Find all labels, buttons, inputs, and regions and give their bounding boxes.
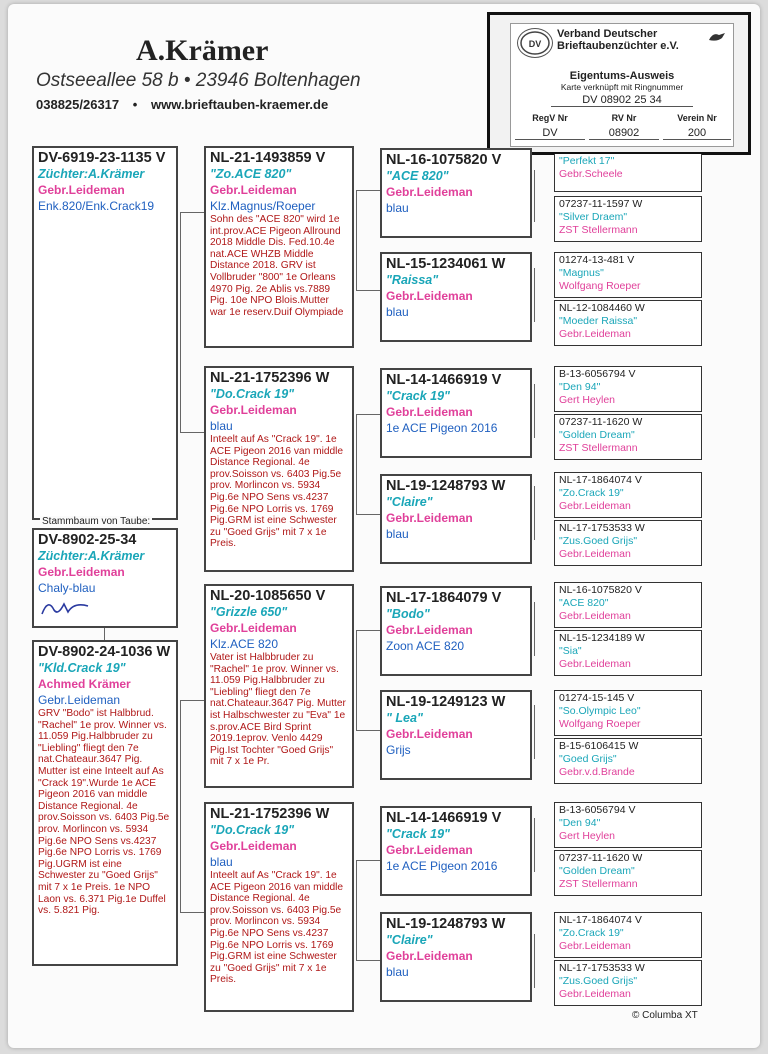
gen4-card (554, 802, 702, 848)
gen4-card (554, 960, 702, 1006)
vdbz-logo-icon (517, 28, 553, 58)
gen4-card (554, 196, 702, 242)
pigeon-name: "Zo.Crack 19" (559, 927, 624, 939)
card-org (557, 28, 679, 52)
pigeon-name: "Goed Grijs" (559, 753, 617, 765)
gen4-card (554, 738, 702, 784)
owner-label: Gebr.Leideman (559, 328, 631, 340)
owner-label: Gebr.Leideman (386, 405, 473, 419)
owner-label: Gert Heylen (559, 830, 616, 842)
gen4-card (554, 414, 702, 460)
ring-number: 07237-11-1597 W (559, 198, 643, 210)
color-label: blau (210, 855, 233, 869)
connector-line (356, 190, 357, 290)
ring-number: NL-19-1248793 W (386, 916, 506, 932)
color-label: Chaly-blau (38, 581, 96, 595)
gen4-card (554, 252, 702, 298)
ring-number: 01274-15-145 V (559, 692, 635, 704)
connector-line (356, 514, 380, 515)
pigeon-name: "Claire" (386, 933, 433, 947)
ring-number: NL-19-1248793 W (386, 478, 506, 494)
gen4-card (554, 690, 702, 736)
gen2-card (204, 802, 354, 1012)
owner-label: Gert Heylen (559, 394, 616, 406)
pigeon-name: "Kld.Crack 19" (38, 661, 126, 675)
card-col3-value: 200 (663, 127, 731, 140)
gen4-card (554, 154, 702, 192)
pigeon-name: "Den 94" (559, 817, 601, 829)
breeder-contact (36, 97, 328, 112)
connector-line (356, 960, 380, 961)
owner-label: Gebr.Leideman (38, 693, 121, 707)
svg-text:DV: DV (528, 39, 542, 49)
connector-line (180, 212, 181, 432)
connector-line (534, 486, 535, 540)
card-col3-label: Verein Nr (677, 113, 717, 123)
owner-label: Gebr.v.d.Brande (559, 766, 635, 778)
connector-line (356, 290, 380, 291)
owner-label: Wolfgang Roeper (559, 280, 641, 292)
pedigree-note: Vater ist Halbbruder zu "Rachel" 1e prov. Winner vs. 11.059 Pig.Halbbruder zu "Liebling" fliegt den 7e nat.Chateaur.3647 Pig. Mutter ist Halbschwester zu "Eva" 1e s.prov.ACE Bird Sprint 2019.1eprov. Venlo 4429 Pig.Ist Tochter "Goed Grijs" mit 7 x 1e Pr. (210, 652, 346, 768)
owner-label: Gebr.Leideman (559, 940, 631, 952)
color-label: Klz.Magnus/Roeper (210, 199, 316, 213)
gen4-card (554, 366, 702, 412)
ownership-card-inner (510, 23, 734, 147)
gen2-card (204, 366, 354, 572)
signature-icon (38, 596, 98, 618)
owner-label: ZST Stellermann (559, 442, 638, 454)
pigeon-name: "Golden Dream" (559, 865, 635, 877)
pigeon-name: "So.Olympic Leo" (559, 705, 641, 717)
connector-line (180, 912, 206, 913)
pigeon-name: "Golden Dream" (559, 429, 635, 441)
owner-label: Gebr.Leideman (559, 548, 631, 560)
color-label: blau (386, 201, 409, 215)
connector-line (356, 190, 380, 191)
ring-number: NL-17-1864074 V (559, 914, 642, 926)
connector-line (356, 414, 357, 514)
ring-number: 07237-11-1620 W (559, 416, 643, 428)
breeder-label: Achmed Krämer (38, 677, 131, 691)
gen4-card (554, 300, 702, 346)
owner-label: ZST Stellermann (559, 224, 638, 236)
owner-label: Gebr.Leideman (386, 289, 473, 303)
gen3-card (380, 806, 532, 896)
owner-label: Gebr.Leideman (210, 839, 297, 853)
website-link[interactable]: www.brieftauben-kraemer.de (150, 97, 329, 112)
card-ring-number: DV 08902 25 34 (551, 94, 693, 107)
phone-number: 038825/26317 (36, 97, 120, 112)
gen4-card (554, 912, 702, 958)
card-subtitle: Karte verknüpft mit Ringnummer (560, 82, 684, 92)
pigeon-name: "Moeder Raissa" (559, 315, 638, 327)
pigeon-name: "Do.Crack 19" (210, 387, 295, 401)
pigeon-name: "Claire" (386, 495, 433, 509)
ring-number: NL-15-1234189 W (559, 632, 645, 644)
gen4-card (554, 850, 702, 896)
pigeon-name: "Zus.Goed Grijs" (559, 535, 638, 547)
gen3-card (380, 912, 532, 1002)
card-col1-label: RegV Nr (532, 113, 568, 123)
connector-line (180, 700, 206, 701)
gen4-card (554, 582, 702, 628)
card-col1-value: DV (515, 127, 585, 140)
connector-line (180, 212, 206, 213)
ring-number: NL-15-1234061 W (386, 256, 506, 272)
ring-number: DV-6919-23-1135 V (38, 150, 166, 166)
owner-label: Gebr.Leideman (559, 610, 631, 622)
pigeon-name: "Crack 19" (386, 827, 450, 841)
ring-number: 07237-11-1620 W (559, 852, 643, 864)
gen4-card (554, 472, 702, 518)
owner-label: Gebr.Leideman (559, 658, 631, 670)
connector-line (534, 268, 535, 322)
pigeon-name: "Zus.Goed Grijs" (559, 975, 638, 987)
owner-label: Gebr.Leideman (38, 183, 125, 197)
gen3-card (380, 148, 532, 238)
owner-label: Gebr.Leideman (386, 949, 473, 963)
pigeon-name: "ACE 820" (386, 169, 449, 183)
separator-dot: • (132, 97, 138, 112)
subject-caption: Stammbaum von Taube: (42, 516, 151, 527)
pigeon-name: "Raissa" (386, 273, 439, 287)
gen2-card (204, 584, 354, 788)
color-label: Grijs (386, 743, 411, 757)
pigeon-name: "Silver Draem" (559, 211, 628, 223)
connector-line (534, 170, 535, 222)
connector-line (534, 602, 535, 656)
pigeon-name: "Crack 19" (386, 389, 450, 403)
card-col2-value: 08902 (589, 127, 659, 140)
ring-number: NL-12-1084460 W (559, 302, 645, 314)
ring-number: NL-21-1752396 W (210, 370, 330, 386)
owner-label: ZST Stellermann (559, 878, 638, 890)
color-label: blau (386, 965, 409, 979)
ownership-card (487, 12, 751, 155)
connector-line (356, 860, 380, 861)
color-label: blau (386, 305, 409, 319)
connector-line (356, 630, 380, 631)
card-title: Eigentums-Ausweis (569, 70, 675, 82)
color-label: blau (386, 527, 409, 541)
ring-number: NL-21-1752396 W (210, 806, 330, 822)
pigeon-name: "Zo.ACE 820" (210, 167, 292, 181)
pigeon-name: "ACE 820" (559, 597, 609, 609)
color-label: 1e ACE Pigeon 2016 (386, 421, 498, 435)
copyright-footer: © Columba XT (632, 1010, 698, 1021)
ring-number: DV-8902-24-1036 W (38, 644, 171, 660)
owner-label: Gebr.Leideman (386, 185, 473, 199)
connector-line (356, 630, 357, 730)
connector-line (356, 730, 380, 731)
ring-number: NL-17-1753533 W (559, 522, 645, 534)
ring-number: NL-16-1075820 V (559, 584, 642, 596)
ring-number: NL-17-1864074 V (559, 474, 642, 486)
breeder-label: Züchter:A.Krämer (38, 549, 145, 563)
owner-label: Gebr.Leideman (38, 565, 125, 579)
pigeon-icon (707, 30, 727, 44)
pigeon-name: "Magnus" (559, 267, 604, 279)
color-label: Zoon ACE 820 (386, 639, 465, 653)
pedigree-note: GRV "Bodo" ist Halbbrud. "Rachel" 1e prov. Winner vs. 11.059 Pig.Halbbruder zu "Liebling" fliegt den 7e nat.Chateaur.3647 Pig. Mutter ist eine Inteelt auf As "Crack 19".Wurde 1e ACE Pigeon 2016 van middle Distance Regional. 4e prov.Soisson vs. 6403 Pig.5e prov. Morlincon vs. 5934 Pig.6e NPO Sens vs.4237 Pig.6e NPO Lorris vs. 1769 Pig.UGRM ist eine Schwester zu "Goed Grijs" mit 7 x 1e Preis. 1e NPO Laon vs. 6.371 Pig.1e Duffel vs. 5.821 Pig. (38, 708, 170, 917)
owner-label: Gebr.Leideman (210, 621, 297, 635)
connector-line (180, 432, 206, 433)
owner-label: Gebr.Leideman (210, 183, 297, 197)
ring-number: NL-19-1249123 W (386, 694, 506, 710)
ring-number: 01274-13-481 V (559, 254, 635, 266)
gen3-card (380, 368, 532, 458)
gen3-card (380, 586, 532, 676)
connector-line (534, 818, 535, 872)
connector-line (180, 700, 181, 912)
connector-line (534, 705, 535, 759)
owner-label: Gebr.Leideman (559, 500, 631, 512)
connector-line (356, 414, 380, 415)
pedigree-note: Inteelt auf As "Crack 19". 1e ACE Pigeon 2016 van middle Distance Regional. 4e prov.Soisson vs. 6403 Pig.5e prov. Morlincon vs. 5934 Pig.6e NPO Sens vs.4237 Pig.6e NPO Lorris vs. 1769 Pig.GRM ist eine Schwester zu "Goed Grijs" mit 7 x 1e Preis. (210, 434, 344, 550)
connector-line (356, 860, 357, 960)
owner-label: Wolfgang Roeper (559, 718, 641, 730)
dam-card (32, 640, 178, 966)
color-label: Klz.ACE 820 (210, 637, 279, 651)
gen3-card (380, 252, 532, 342)
ring-number: NL-21-1493859 V (210, 150, 326, 166)
pigeon-name: "Zo.Crack 19" (559, 487, 624, 499)
pedigree-note: Sohn des "ACE 820" wird 1e int.prov.ACE Pigeon Allround 2018 Middle Dis. Fed.10.4e nat.ACE WHZB Middle Distance 2018. GRV ist Vollbruder "800" 1e Orleans 4970 Pig. 2e Ablis vs.7889 Pig. 10e NPO Blois.Mutter war 1e reserv.Duif Olympiade (210, 214, 344, 318)
sire-card (32, 146, 178, 520)
subject-card (32, 528, 178, 628)
pedigree-note: Inteelt auf As "Crack 19". 1e ACE Pigeon 2016 van middle Distance Regional. 4e prov.Soisson vs. 6403 Pig.5e prov. Morlincon vs. 5934 Pig.6e NPO Sens vs.4237 Pig.6e NPO Lorris vs. 1769 Pig.GRM ist eine Schwester zu "Goed Grijs" mit 7 x 1e Preis. (210, 870, 344, 986)
ring-number: B-13-6056794 V (559, 368, 636, 380)
ring-number: NL-20-1085650 V (210, 588, 326, 604)
ring-number: NL-16-1075820 V (386, 152, 502, 168)
card-org-line1: Verband Deutscher (557, 28, 658, 40)
owner-label: Gebr.Leideman (386, 511, 473, 525)
ring-number: NL-17-1864079 V (386, 590, 502, 606)
breeder-label: Züchter:A.Krämer (38, 167, 145, 181)
owner-label: Gebr.Scheele (559, 168, 623, 180)
ring-number: NL-17-1753533 W (559, 962, 645, 974)
pigeon-name: "Bodo" (386, 607, 430, 621)
breeder-name: A.Krämer (136, 34, 269, 67)
gen4-card (554, 520, 702, 566)
connector-line (534, 384, 535, 438)
owner-label: Gebr.Leideman (386, 623, 473, 637)
pigeon-name: "Do.Crack 19" (210, 823, 295, 837)
color-label: Enk.820/Enk.Crack19 (38, 199, 155, 213)
pigeon-name: "Perfekt 17" (559, 155, 615, 167)
ring-number: B-15-6106415 W (559, 740, 639, 752)
color-label: 1e ACE Pigeon 2016 (386, 859, 498, 873)
gen3-card (380, 474, 532, 564)
pigeon-name: " Lea" (386, 711, 423, 725)
pigeon-name: "Grizzle 650" (210, 605, 288, 619)
color-label: blau (210, 419, 233, 433)
pigeon-name: "Den 94" (559, 381, 601, 393)
owner-label: Gebr.Leideman (559, 988, 631, 1000)
card-col2-label: RV Nr (611, 113, 637, 123)
connector-line (534, 934, 535, 988)
gen2-card (204, 146, 354, 348)
pigeon-name: "Sia" (559, 645, 582, 657)
breeder-address: Ostseeallee 58 b • 23946 Boltenhagen (36, 70, 361, 91)
ring-number: DV-8902-25-34 (38, 532, 137, 548)
ring-number: NL-14-1466919 V (386, 372, 502, 388)
card-org-line2: Brieftaubenzüchter e.V. (557, 40, 679, 52)
owner-label: Gebr.Leideman (386, 727, 473, 741)
ring-number: B-13-6056794 V (559, 804, 636, 816)
gen4-card (554, 630, 702, 676)
gen3-card (380, 690, 532, 780)
ring-number: NL-14-1466919 V (386, 810, 502, 826)
owner-label: Gebr.Leideman (210, 403, 297, 417)
owner-label: Gebr.Leideman (386, 843, 473, 857)
